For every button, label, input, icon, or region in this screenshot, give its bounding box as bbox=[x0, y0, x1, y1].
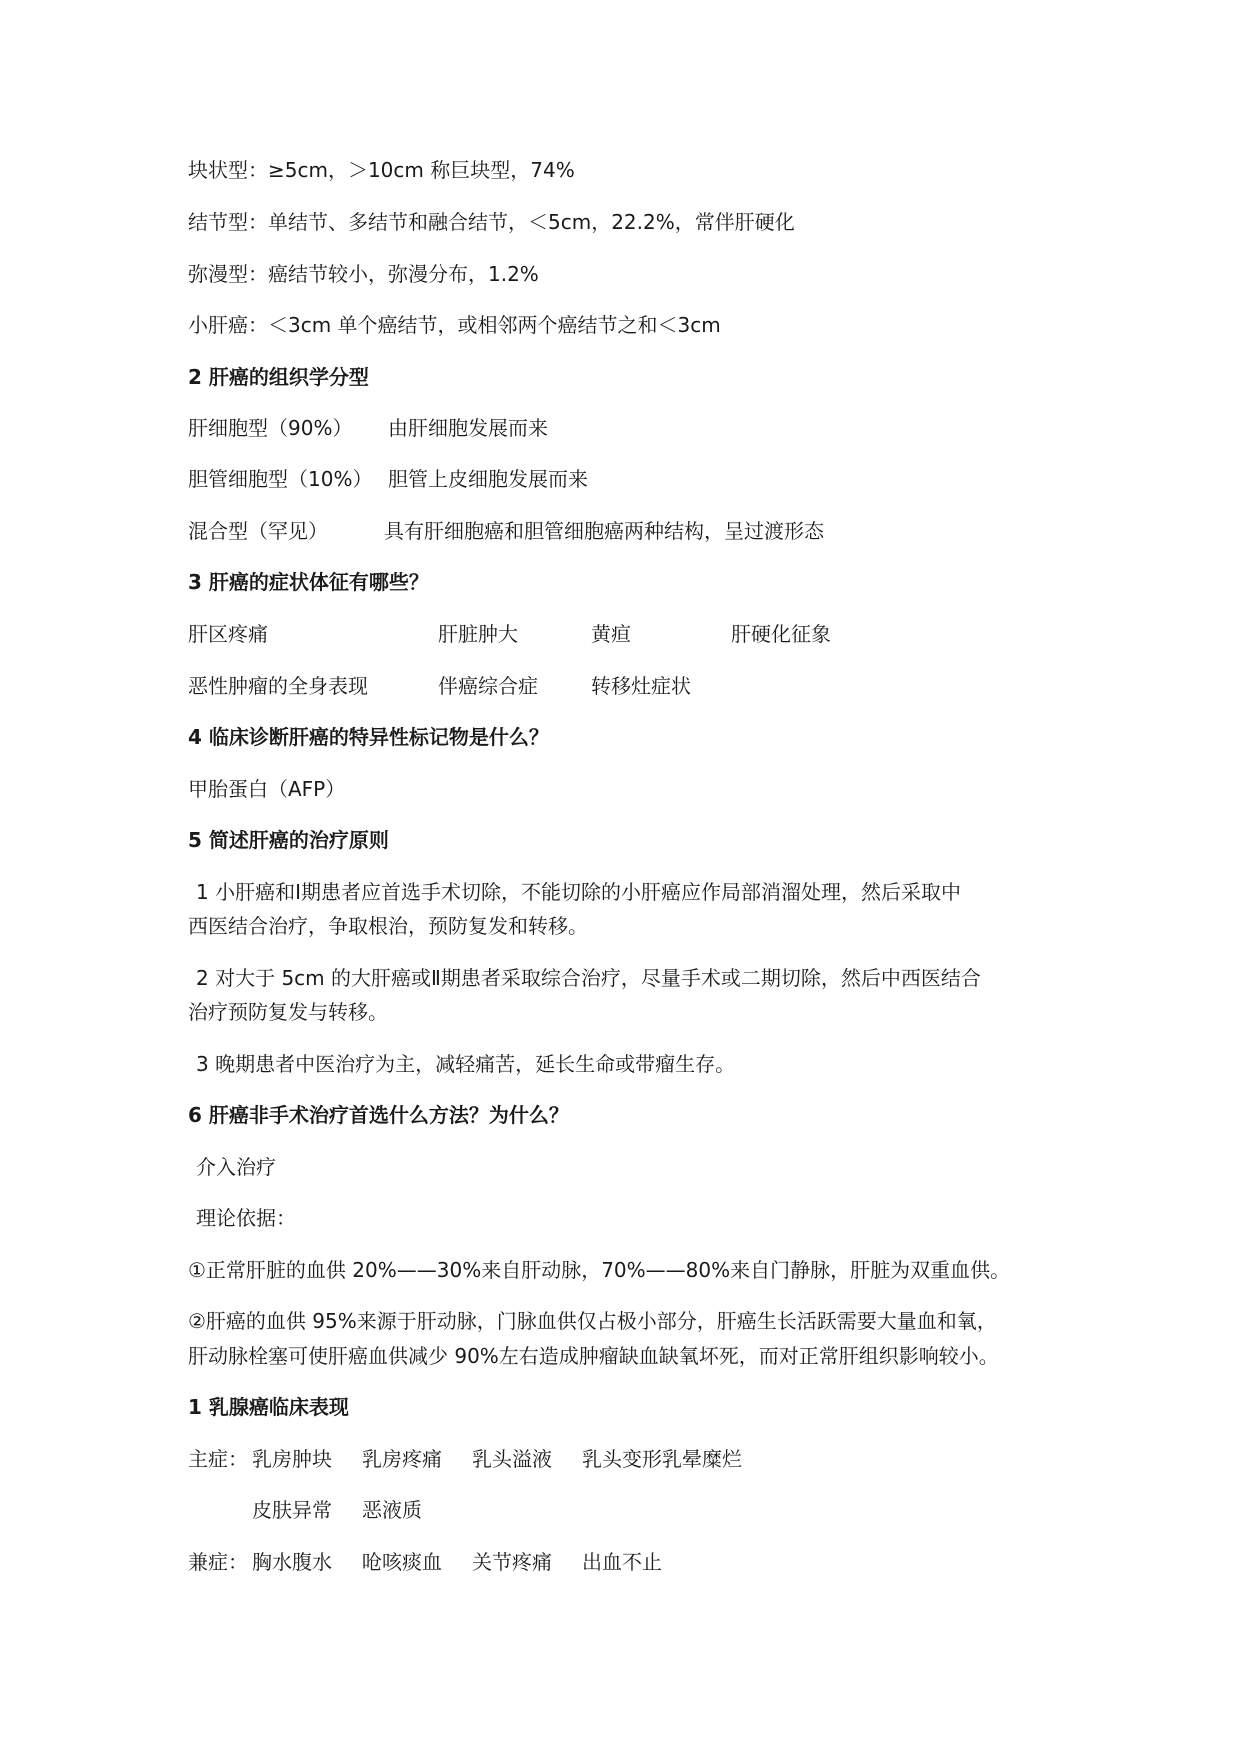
principle-3: 3 晚期患者中医治疗为主，减轻痛苦，延长生命或带瘤生存。 bbox=[196, 1052, 736, 1076]
sub-symptoms-label: 兼症： bbox=[188, 1550, 248, 1574]
symptom-item: 伴癌综合症 bbox=[438, 674, 538, 698]
sub-symptom-item: 呛咳痰血 bbox=[362, 1550, 442, 1574]
section4-heading: 4 临床诊断肝癌的特异性标记物是什么？ bbox=[188, 725, 549, 749]
histology-label: 肝细胞型（90%） bbox=[188, 416, 353, 440]
histology-label: 胆管细胞型（10%） bbox=[188, 467, 373, 491]
reason-2-line2: 肝动脉栓塞可使肝癌血供减少 90%左右造成肿瘤缺血缺氧坏死，而对正常肝组织影响较小。 bbox=[188, 1344, 999, 1368]
breast-heading: 1 乳腺癌临床表现 bbox=[188, 1395, 349, 1419]
section5-heading: 5 简述肝癌的治疗原则 bbox=[188, 828, 389, 852]
basis-label: 理论依据： bbox=[196, 1206, 296, 1230]
principle-2-line2: 治疗预防复发与转移。 bbox=[188, 1000, 388, 1024]
section6-heading: 6 肝癌非手术治疗首选什么方法？为什么？ bbox=[188, 1103, 569, 1127]
symptom-item: 恶性肿瘤的全身表现 bbox=[188, 674, 368, 698]
type-diffuse-line: 弥漫型：癌结节较小，弥漫分布，1.2% bbox=[188, 262, 539, 286]
main-symptom-item: 乳头变形乳晕糜烂 bbox=[582, 1447, 742, 1471]
type-small-line: 小肝癌：＜3cm 单个癌结节，或相邻两个癌结节之和＜3cm bbox=[188, 313, 721, 337]
reason-1: ①正常肝脏的血供 20%——30%来自肝动脉，70%——80%来自门静脉，肝脏为双重血供。 bbox=[188, 1258, 1011, 1282]
histology-label: 混合型（罕见） bbox=[188, 519, 328, 543]
histology-desc: 胆管上皮细胞发展而来 bbox=[388, 467, 588, 491]
main-symptoms-label: 主症： bbox=[188, 1447, 248, 1471]
marker-answer: 甲胎蛋白（AFP） bbox=[188, 777, 346, 801]
symptom-item: 转移灶症状 bbox=[591, 674, 691, 698]
symptom-item: 肝区疼痛 bbox=[188, 622, 268, 646]
histology-desc: 由肝细胞发展而来 bbox=[388, 416, 548, 440]
principle-2-line1: 2 对大于 5cm 的大肝癌或Ⅱ期患者采取综合治疗，尽量手术或二期切除，然后中西医结合 bbox=[196, 966, 981, 990]
sub-symptom-item: 出血不止 bbox=[582, 1550, 662, 1574]
sub-symptom-item: 胸水腹水 bbox=[252, 1550, 332, 1574]
main-symptom-item: 恶液质 bbox=[362, 1498, 422, 1522]
type-nodular-line: 结节型：单结节、多结节和融合结节，＜5cm，22.2%，常伴肝硬化 bbox=[188, 210, 795, 234]
reason-2-line1: ②肝癌的血供 95%来源于肝动脉，门脉血供仅占极小部分，肝癌生长活跃需要大量血和氧， bbox=[188, 1309, 997, 1333]
main-symptom-item: 皮肤异常 bbox=[252, 1498, 332, 1522]
symptom-item: 肝脏肿大 bbox=[438, 622, 518, 646]
section3-heading: 3 肝癌的症状体征有哪些？ bbox=[188, 570, 429, 594]
principle-1-line2: 西医结合治疗，争取根治，预防复发和转移。 bbox=[188, 914, 588, 938]
main-symptom-item: 乳房肿块 bbox=[252, 1447, 332, 1471]
main-symptom-item: 乳房疼痛 bbox=[362, 1447, 442, 1471]
symptom-item: 黄疸 bbox=[591, 622, 631, 646]
section2-heading: 2 肝癌的组织学分型 bbox=[188, 365, 369, 389]
method-answer: 介入治疗 bbox=[196, 1155, 276, 1179]
main-symptom-item: 乳头溢液 bbox=[472, 1447, 552, 1471]
histology-desc: 具有肝细胞癌和胆管细胞癌两种结构，呈过渡形态 bbox=[384, 519, 824, 543]
type-massive-line: 块状型：≥5cm，＞10cm 称巨块型，74% bbox=[188, 158, 575, 182]
sub-symptom-item: 关节疼痛 bbox=[472, 1550, 552, 1574]
symptom-item: 肝硬化征象 bbox=[731, 622, 831, 646]
principle-1-line1: 1 小肝癌和Ⅰ期患者应首选手术切除，不能切除的小肝癌应作局部消溜处理，然后采取中 bbox=[196, 880, 961, 904]
